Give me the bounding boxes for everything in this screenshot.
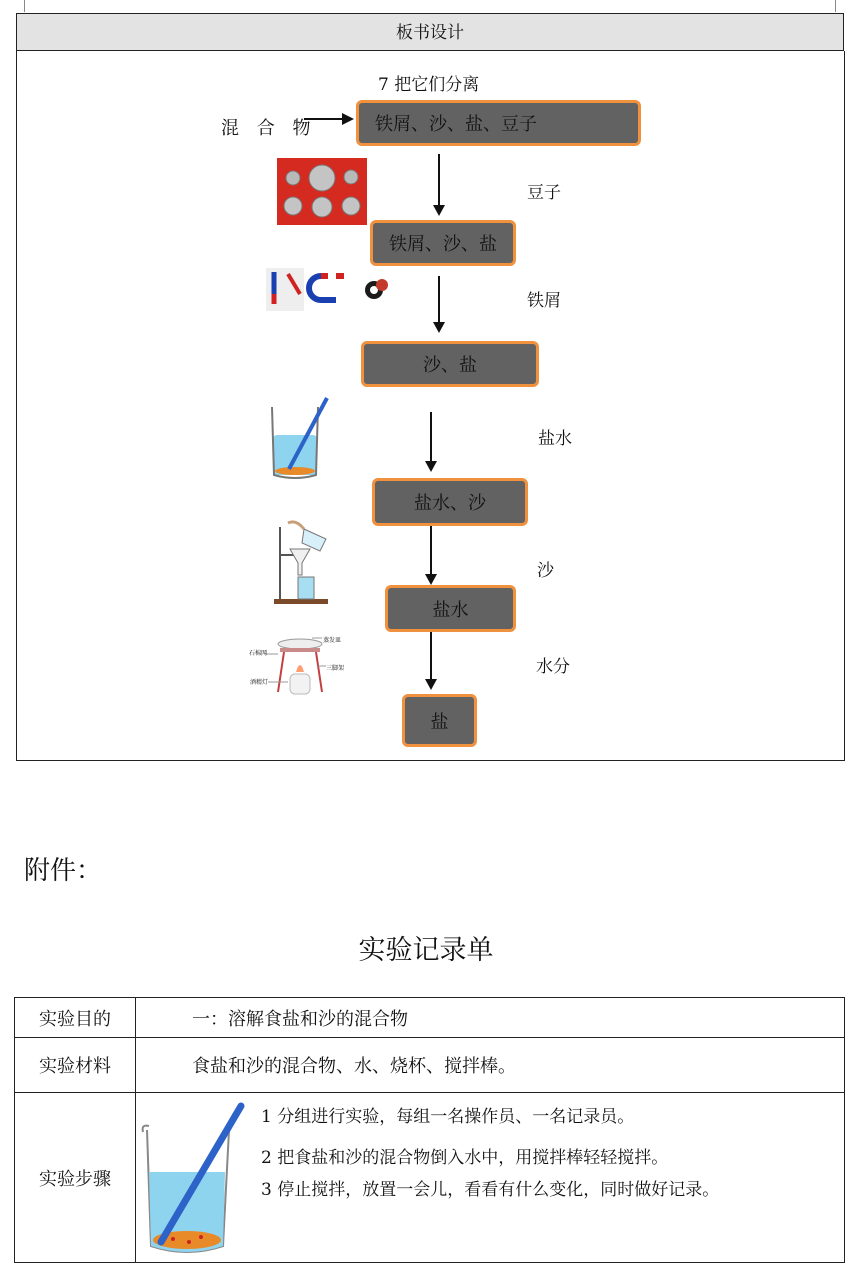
apparatus-label-dish: 蒸发皿 bbox=[323, 637, 342, 644]
apparatus-label-lamp: 酒精灯 bbox=[250, 679, 269, 686]
board-design-header: 板书设计 bbox=[16, 13, 844, 51]
down-arrow-icon bbox=[433, 322, 445, 333]
table-row bbox=[15, 1038, 845, 1093]
removed-label-beans: 豆子 bbox=[527, 183, 561, 203]
record-sheet-title: 实验记录单 bbox=[358, 935, 494, 966]
flow-box-saltwater-sand bbox=[372, 478, 528, 526]
removed-label-sand: 沙 bbox=[537, 561, 554, 581]
attachment-label: 附件： bbox=[24, 856, 103, 886]
page-top-border bbox=[24, 0, 836, 12]
flow-box-label: 铁屑、沙、盐、豆子 bbox=[375, 114, 537, 135]
apparatus-label-gauze: 石棉网 bbox=[249, 650, 268, 657]
flow-box-label: 盐 bbox=[430, 711, 449, 733]
removed-label-iron: 铁屑 bbox=[527, 291, 561, 311]
down-arrow-icon bbox=[425, 574, 437, 585]
flow-box-label: 沙、盐 bbox=[423, 355, 477, 376]
down-arrow-line bbox=[438, 154, 440, 206]
row-content: 食盐和沙的混合物、水、烧杯、搅拌棒。 bbox=[136, 1038, 845, 1093]
step-2: 2 把食盐和沙的混合物倒入水中，用搅拌棒轻轻搅拌。 bbox=[261, 1147, 669, 1168]
beaker-stirring-image bbox=[139, 1102, 247, 1258]
beaker-image bbox=[269, 395, 331, 480]
down-arrow-icon bbox=[433, 205, 445, 216]
removed-label-saltwater: 盐水 bbox=[538, 429, 572, 449]
down-arrow-line bbox=[430, 526, 432, 575]
down-arrow-icon bbox=[425, 679, 437, 690]
flow-box-label: 盐水、沙 bbox=[414, 493, 486, 514]
lesson-title: 7 把它们分离 bbox=[378, 75, 480, 95]
step-1: 1 分组进行实验，每组一名操作员、一名记录员。 bbox=[261, 1106, 635, 1127]
flow-box-sand-salt bbox=[361, 341, 539, 387]
filter-apparatus-image bbox=[270, 519, 332, 607]
table-row bbox=[15, 1093, 845, 1263]
flow-box-label: 盐水 bbox=[432, 599, 469, 621]
magnet-image bbox=[266, 268, 396, 312]
down-arrow-line bbox=[438, 276, 440, 323]
table-row bbox=[15, 998, 845, 1038]
right-arrow-icon bbox=[304, 112, 354, 126]
step-3: 3 停止搅拌，放置一会儿，看看有什么变化，同时做好记录。 bbox=[261, 1179, 720, 1200]
down-arrow-line bbox=[430, 412, 432, 462]
down-arrow-line bbox=[430, 632, 432, 680]
flow-box-iron-sand-salt bbox=[370, 220, 516, 266]
flow-box-label: 铁屑、沙、盐 bbox=[389, 234, 497, 255]
flow-box-salt bbox=[402, 694, 477, 747]
apparatus-label-tripod: 三脚架 bbox=[326, 665, 345, 672]
experiment-record-table bbox=[14, 997, 845, 1263]
flow-box-saltwater bbox=[385, 585, 516, 632]
row-label: 实验目的 bbox=[15, 998, 136, 1038]
steps-cell bbox=[136, 1093, 845, 1263]
mixture-label: 混 合 物 bbox=[221, 118, 317, 139]
down-arrow-icon bbox=[425, 461, 437, 472]
row-content: 一：溶解食盐和沙的混合物 bbox=[136, 998, 845, 1038]
row-label: 实验材料 bbox=[15, 1038, 136, 1093]
flow-box-mixture bbox=[356, 100, 641, 146]
removed-label-water: 水分 bbox=[536, 657, 570, 677]
row-label: 实验步骤 bbox=[15, 1093, 136, 1263]
sieve-image bbox=[277, 158, 367, 225]
